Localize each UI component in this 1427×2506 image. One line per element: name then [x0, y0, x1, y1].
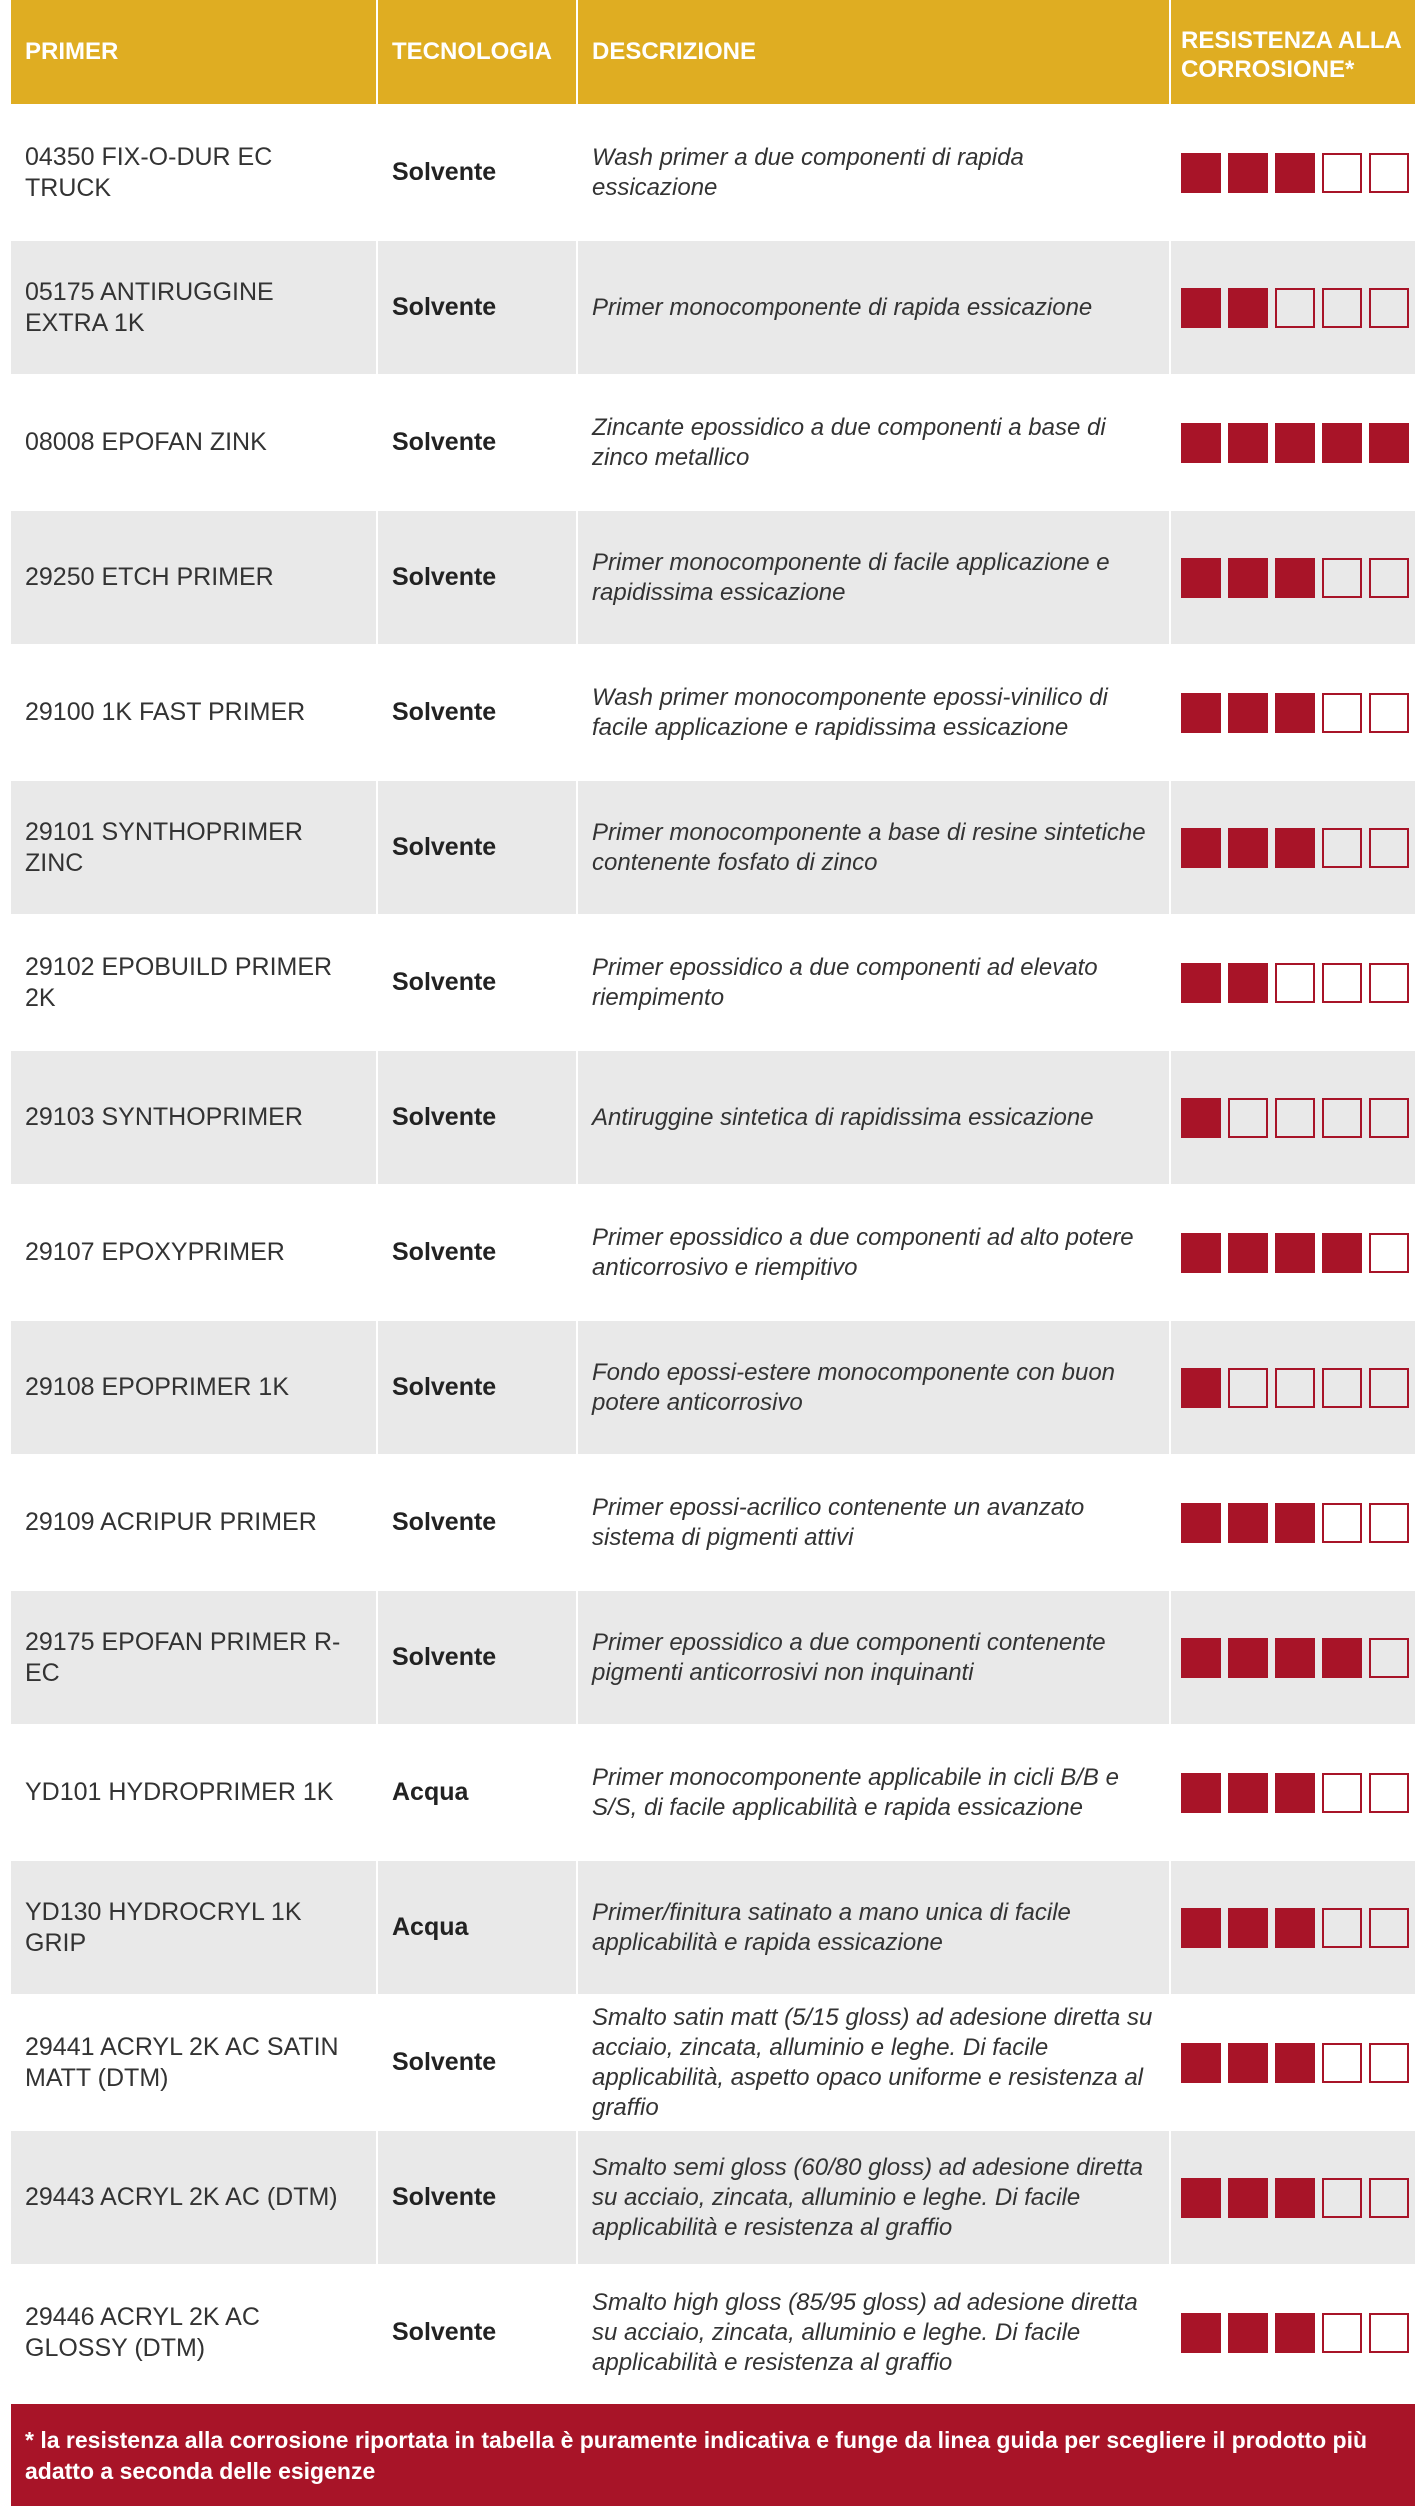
- corrosion-rating: [1171, 646, 1415, 781]
- corrosion-rating: [1171, 1321, 1415, 1456]
- table-row: [11, 1456, 1415, 1591]
- rating-square-filled: [1369, 423, 1409, 463]
- description: Primer monocomponente a base di resine sintetiche contenente fosfato di zinco: [578, 781, 1171, 916]
- rating-squares: [1181, 288, 1409, 328]
- table-row: [11, 1186, 1415, 1321]
- rating-square-filled: [1181, 1908, 1221, 1948]
- rating-squares: [1181, 1233, 1409, 1273]
- table-row: [11, 1726, 1415, 1861]
- rating-square-filled: [1181, 2043, 1221, 2083]
- rating-square-filled: [1228, 1773, 1268, 1813]
- rating-square-empty: [1369, 693, 1409, 733]
- technology: Solvente: [378, 1591, 578, 1726]
- technology: Acqua: [378, 1861, 578, 1996]
- rating-square-empty: [1369, 1233, 1409, 1273]
- rating-square-filled: [1228, 288, 1268, 328]
- product-name: 29443 ACRYL 2K AC (DTM): [11, 2131, 378, 2266]
- rating-square-empty: [1369, 828, 1409, 868]
- product-name: 29446 ACRYL 2K AC GLOSSY (DTM): [11, 2266, 378, 2401]
- rating-square-filled: [1181, 963, 1221, 1003]
- table-row: [11, 241, 1415, 376]
- table-row: [11, 106, 1415, 241]
- corrosion-rating: [1171, 1186, 1415, 1321]
- rating-squares: [1181, 963, 1409, 1003]
- product-name: YD101 HYDROPRIMER 1K: [11, 1726, 378, 1861]
- rating-square-filled: [1181, 1638, 1221, 1678]
- corrosion-rating: [1171, 781, 1415, 916]
- description: Wash primer a due componenti di rapida essicazione: [578, 106, 1171, 241]
- rating-square-filled: [1275, 693, 1315, 733]
- rating-square-empty: [1369, 288, 1409, 328]
- rating-square-empty: [1322, 1908, 1362, 1948]
- rating-square-filled: [1275, 2178, 1315, 2218]
- product-name: 29102 EPOBUILD PRIMER 2K: [11, 916, 378, 1051]
- table-body: [11, 106, 1415, 2401]
- rating-squares: [1181, 693, 1409, 733]
- rating-square-empty: [1369, 1638, 1409, 1678]
- rating-square-filled: [1181, 693, 1221, 733]
- rating-squares: [1181, 1503, 1409, 1543]
- rating-square-filled: [1181, 1503, 1221, 1543]
- description: Primer epossidico a due componenti contenente pigmenti anticorrosivi non inquinanti: [578, 1591, 1171, 1726]
- description: Antiruggine sintetica di rapidissima essicazione: [578, 1051, 1171, 1186]
- rating-square-filled: [1275, 423, 1315, 463]
- technology: Solvente: [378, 2266, 578, 2401]
- description: Primer/finitura satinato a mano unica di facile applicabilità e rapida essicazione: [578, 1861, 1171, 1996]
- rating-square-empty: [1369, 1368, 1409, 1408]
- technology: Solvente: [378, 1051, 578, 1186]
- rating-square-empty: [1369, 1098, 1409, 1138]
- rating-square-filled: [1322, 1638, 1362, 1678]
- rating-square-filled: [1228, 1638, 1268, 1678]
- description: Fondo epossi-estere monocomponente con buon potere anticorrosivo: [578, 1321, 1171, 1456]
- rating-square-empty: [1322, 558, 1362, 598]
- table-row: [11, 376, 1415, 511]
- rating-square-filled: [1275, 153, 1315, 193]
- rating-square-empty: [1322, 2043, 1362, 2083]
- rating-squares: [1181, 1368, 1409, 1408]
- rating-square-empty: [1369, 2313, 1409, 2353]
- table-row: [11, 1321, 1415, 1456]
- product-name: 29441 ACRYL 2K AC SATIN MATT (DTM): [11, 1996, 378, 2131]
- corrosion-rating: [1171, 916, 1415, 1051]
- product-name: 04350 FIX-O-DUR EC TRUCK: [11, 106, 378, 241]
- rating-square-empty: [1322, 153, 1362, 193]
- product-name: 29109 ACRIPUR PRIMER: [11, 1456, 378, 1591]
- header-tecnologia: TECNOLOGIA: [378, 0, 578, 106]
- rating-square-empty: [1275, 1098, 1315, 1138]
- technology: Solvente: [378, 646, 578, 781]
- technology: Solvente: [378, 2131, 578, 2266]
- rating-square-empty: [1369, 2043, 1409, 2083]
- rating-square-empty: [1322, 1098, 1362, 1138]
- rating-squares: [1181, 2043, 1409, 2083]
- rating-square-empty: [1322, 828, 1362, 868]
- product-name: 08008 EPOFAN ZINK: [11, 376, 378, 511]
- rating-squares: [1181, 1773, 1409, 1813]
- rating-square-filled: [1275, 1908, 1315, 1948]
- rating-square-empty: [1275, 288, 1315, 328]
- rating-squares: [1181, 2178, 1409, 2218]
- product-name: 29103 SYNTHOPRIMER: [11, 1051, 378, 1186]
- footnote: * la resistenza alla corrosione riportata in tabella è puramente indicativa e funge da linea guida per scegliere il prodotto più adatto a seconda delle esigenze: [11, 2404, 1415, 2506]
- rating-square-filled: [1322, 1233, 1362, 1273]
- rating-square-filled: [1181, 1368, 1221, 1408]
- rating-square-filled: [1181, 1233, 1221, 1273]
- rating-square-filled: [1228, 558, 1268, 598]
- rating-squares: [1181, 2313, 1409, 2353]
- product-name: 29101 SYNTHOPRIMER ZINC: [11, 781, 378, 916]
- technology: Solvente: [378, 1186, 578, 1321]
- rating-square-filled: [1275, 1773, 1315, 1813]
- rating-square-filled: [1228, 1233, 1268, 1273]
- rating-square-filled: [1181, 1773, 1221, 1813]
- rating-square-filled: [1181, 153, 1221, 193]
- rating-square-filled: [1228, 1908, 1268, 1948]
- description: Primer monocomponente di rapida essicazione: [578, 241, 1171, 376]
- technology: Solvente: [378, 781, 578, 916]
- technology: Solvente: [378, 106, 578, 241]
- rating-squares: [1181, 1638, 1409, 1678]
- table-header: [11, 0, 1415, 106]
- rating-square-empty: [1322, 693, 1362, 733]
- table-row: [11, 1591, 1415, 1726]
- table-row: [11, 1051, 1415, 1186]
- rating-square-empty: [1275, 963, 1315, 1003]
- product-name: 05175 ANTIRUGGINE EXTRA 1K: [11, 241, 378, 376]
- rating-squares: [1181, 153, 1409, 193]
- header-primer: PRIMER: [11, 0, 378, 106]
- corrosion-rating: [1171, 376, 1415, 511]
- rating-square-filled: [1228, 2313, 1268, 2353]
- rating-square-empty: [1369, 1503, 1409, 1543]
- rating-square-empty: [1228, 1368, 1268, 1408]
- description: Smalto satin matt (5/15 gloss) ad adesione diretta su acciaio, zincata, alluminio e leghe. Di facile applicabilità, aspetto opaco uniforme e resistenza al graffio: [578, 1996, 1171, 2131]
- technology: Solvente: [378, 241, 578, 376]
- rating-square-filled: [1228, 828, 1268, 868]
- rating-square-filled: [1275, 1638, 1315, 1678]
- technology: Solvente: [378, 1456, 578, 1591]
- technology: Solvente: [378, 1996, 578, 2131]
- rating-square-empty: [1322, 1773, 1362, 1813]
- table-row: [11, 646, 1415, 781]
- corrosion-rating: [1171, 106, 1415, 241]
- corrosion-rating: [1171, 1996, 1415, 2131]
- corrosion-rating: [1171, 1726, 1415, 1861]
- rating-square-filled: [1228, 423, 1268, 463]
- description: Primer monocomponente di facile applicazione e rapidissima essicazione: [578, 511, 1171, 646]
- rating-square-empty: [1322, 2313, 1362, 2353]
- description: Primer epossidico a due componenti ad alto potere anticorrosivo e riempitivo: [578, 1186, 1171, 1321]
- technology: Solvente: [378, 511, 578, 646]
- rating-square-empty: [1322, 2178, 1362, 2218]
- rating-square-filled: [1228, 153, 1268, 193]
- rating-square-empty: [1322, 1503, 1362, 1543]
- corrosion-rating: [1171, 1456, 1415, 1591]
- description: Smalto high gloss (85/95 gloss) ad adesione diretta su acciaio, zincata, alluminio e leghe. Di facile applicabilità e resistenza al graffio: [578, 2266, 1171, 2401]
- rating-square-filled: [1228, 1503, 1268, 1543]
- corrosion-rating: [1171, 511, 1415, 646]
- rating-square-filled: [1275, 1233, 1315, 1273]
- rating-square-empty: [1369, 558, 1409, 598]
- rating-square-filled: [1181, 1098, 1221, 1138]
- table-row: [11, 1996, 1415, 2131]
- technology: Solvente: [378, 376, 578, 511]
- table-row: [11, 2131, 1415, 2266]
- corrosion-rating: [1171, 1591, 1415, 1726]
- table-row: [11, 511, 1415, 646]
- corrosion-rating: [1171, 241, 1415, 376]
- table-row: [11, 1861, 1415, 1996]
- product-name: 29175 EPOFAN PRIMER R-EC: [11, 1591, 378, 1726]
- rating-square-empty: [1369, 2178, 1409, 2218]
- corrosion-rating: [1171, 1051, 1415, 1186]
- description: Wash primer monocomponente epossi-vinilico di facile applicazione e rapidissima essicazione: [578, 646, 1171, 781]
- description: Smalto semi gloss (60/80 gloss) ad adesione diretta su acciaio, zincata, alluminio e leghe. Di facile applicabilità e resistenza al graffio: [578, 2131, 1171, 2266]
- rating-square-empty: [1322, 288, 1362, 328]
- product-name: YD130 HYDROCRYL 1K GRIP: [11, 1861, 378, 1996]
- technology: Acqua: [378, 1726, 578, 1861]
- rating-square-empty: [1369, 963, 1409, 1003]
- rating-square-filled: [1181, 558, 1221, 598]
- rating-square-empty: [1322, 963, 1362, 1003]
- description: Primer epossi-acrilico contenente un avanzato sistema di pigmenti attivi: [578, 1456, 1171, 1591]
- rating-square-filled: [1181, 288, 1221, 328]
- table-row: [11, 916, 1415, 1051]
- header-descrizione: DESCRIZIONE: [578, 0, 1171, 106]
- corrosion-rating: [1171, 2266, 1415, 2401]
- product-name: 29100 1K FAST PRIMER: [11, 646, 378, 781]
- description: Zincante epossidico a due componenti a base di zinco metallico: [578, 376, 1171, 511]
- rating-square-filled: [1181, 423, 1221, 463]
- rating-square-filled: [1322, 423, 1362, 463]
- description: Primer monocomponente applicabile in cicli B/B e S/S, di facile applicabilità e rapida essicazione: [578, 1726, 1171, 1861]
- rating-square-filled: [1275, 2043, 1315, 2083]
- rating-square-filled: [1228, 2043, 1268, 2083]
- rating-square-empty: [1322, 1368, 1362, 1408]
- rating-square-empty: [1369, 1908, 1409, 1948]
- header-resistenza: RESISTENZA ALLA CORROSIONE*: [1171, 0, 1415, 106]
- rating-square-filled: [1275, 558, 1315, 598]
- product-name: 29108 EPOPRIMER 1K: [11, 1321, 378, 1456]
- rating-square-empty: [1228, 1098, 1268, 1138]
- rating-squares: [1181, 1908, 1409, 1948]
- rating-squares: [1181, 558, 1409, 598]
- rating-square-filled: [1275, 2313, 1315, 2353]
- rating-square-filled: [1228, 963, 1268, 1003]
- rating-squares: [1181, 423, 1409, 463]
- table-row: [11, 781, 1415, 916]
- table-row: [11, 2266, 1415, 2401]
- rating-squares: [1181, 1098, 1409, 1138]
- rating-square-empty: [1275, 1368, 1315, 1408]
- rating-square-filled: [1228, 693, 1268, 733]
- rating-squares: [1181, 828, 1409, 868]
- technology: Solvente: [378, 916, 578, 1051]
- product-name: 29250 ETCH PRIMER: [11, 511, 378, 646]
- corrosion-rating: [1171, 2131, 1415, 2266]
- description: Primer epossidico a due componenti ad elevato riempimento: [578, 916, 1171, 1051]
- rating-square-filled: [1181, 2313, 1221, 2353]
- rating-square-filled: [1228, 2178, 1268, 2218]
- rating-square-empty: [1369, 1773, 1409, 1813]
- rating-square-filled: [1275, 1503, 1315, 1543]
- rating-square-filled: [1181, 2178, 1221, 2218]
- product-name: 29107 EPOXYPRIMER: [11, 1186, 378, 1321]
- rating-square-filled: [1181, 828, 1221, 868]
- corrosion-rating: [1171, 1861, 1415, 1996]
- rating-square-empty: [1369, 153, 1409, 193]
- primer-table: [11, 0, 1415, 2506]
- rating-square-filled: [1275, 828, 1315, 868]
- technology: Solvente: [378, 1321, 578, 1456]
